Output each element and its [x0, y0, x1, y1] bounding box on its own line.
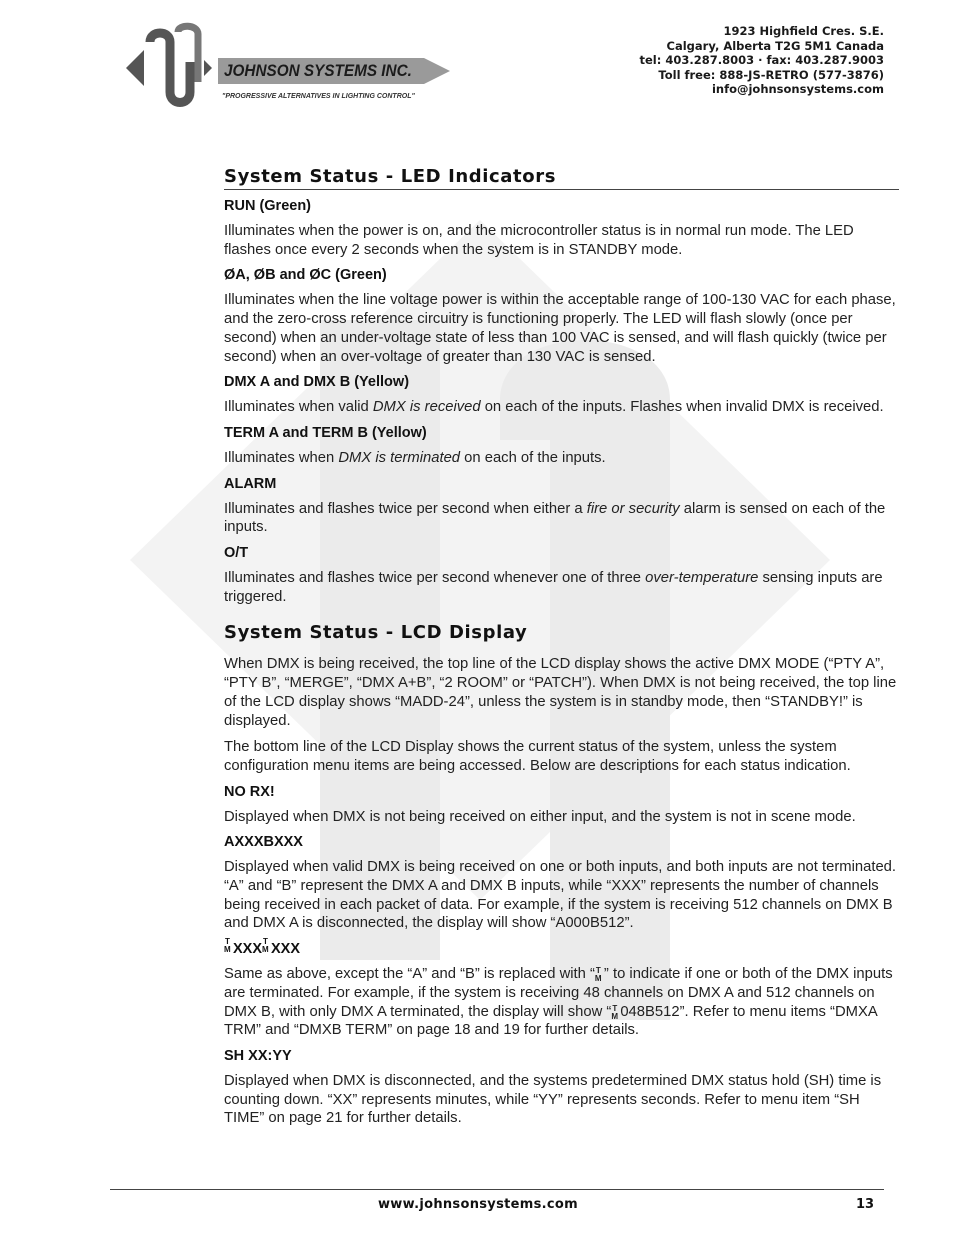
desc-alarm	[224, 500, 899, 537]
desc-ot-emphasis: over-temperature	[645, 570, 759, 587]
desc-dmx-emphasis: DMX is received	[372, 399, 481, 416]
term-alarm: ALARM	[224, 475, 277, 492]
term-sh: SH XX:YY	[224, 1047, 292, 1064]
terminated-symbol-t: T	[595, 966, 601, 976]
page-number: 13	[856, 1197, 875, 1212]
term-norx: NO RX!	[224, 783, 275, 800]
company-logo	[124, 22, 460, 114]
desc-terminated-text-2: ” to indicate if one or both of the DMX inputs are terminated. For example, if the system is receiving 48 channels on DMX A and 512 channels on DMX B, with only DMX A terminated, the display will show “	[224, 966, 893, 1020]
term-terminated-xxx: XXX	[271, 941, 301, 958]
desc-term	[224, 449, 899, 468]
section-title-led: System Status - LED Indicators	[224, 166, 899, 190]
desc-sh: Displayed when DMX is disconnected, and the systems predetermined DMX status hold (SH) time is counting down. “XX” represents minutes, while “YY” represents seconds. Refer to menu item “SH TIME” on page 21 for further details.	[224, 1072, 882, 1127]
term-phase: ØA, ØB and ØC (Green)	[224, 267, 387, 284]
desc-alarm-text-end: alarm is sensed on each of the inputs.	[224, 500, 886, 536]
desc-terminated-text-1: Same as above, except the “A” and “B” is replaced with “	[224, 966, 595, 983]
desc-term-text: Illuminates when	[224, 449, 339, 466]
terminated-symbol-m: M	[262, 945, 269, 955]
term-ot: O/T	[224, 545, 249, 562]
desc-dmx-text-end: on each of the inputs. Flashes when invalid DMX is received.	[480, 399, 884, 416]
company-tagline: "PROGRESSIVE ALTERNATIVES IN LIGHTING CONTROL"	[222, 93, 415, 100]
company-name: JOHNSON SYSTEMS INC.	[224, 61, 412, 80]
terminated-symbol-t: T	[263, 937, 268, 947]
terminated-symbol-m: M	[224, 945, 231, 955]
desc-term-text-end: on each of the inputs.	[460, 449, 606, 466]
term-dmx: DMX A and DMX B (Yellow)	[224, 374, 410, 391]
term-term: TERM A and TERM B (Yellow)	[224, 424, 427, 441]
desc-dmx	[224, 398, 899, 417]
desc-terminated-text-3: 048B512”. Refer to menu items “DMXA TRM” and “DMXB TERM” on page 18 and 19 for further details.	[224, 1003, 877, 1039]
address-email: info@johnsonsystems.com	[711, 82, 884, 96]
term-terminated-xxx: XXX	[233, 941, 263, 958]
logo-banner-arrow	[424, 58, 450, 84]
term-axxx: AXXXBXXX	[224, 834, 303, 851]
desc-phase: Illuminates when the line voltage power is within the acceptable range of 100-130 VAC for each phase, and the zero-cross reference circuitry is functioning properly. The LED will flash slowly (once per second) when an under-voltage state of less than 100 VAC is sensed, and will flash quickly (twice per second) when an over-voltage of greater than 130 VAC is sensed.	[224, 292, 896, 365]
terminated-symbol-m: M	[611, 1011, 618, 1021]
desc-alarm-text: Illuminates and flashes twice per second when either a	[224, 500, 587, 517]
terminated-symbol	[594, 966, 604, 984]
desc-term-emphasis: DMX is terminated	[338, 449, 461, 466]
desc-norx: Displayed when DMX is not being received on either input, and the system is not in scene mode.	[224, 808, 856, 825]
terminated-symbol-t: T	[612, 1003, 618, 1013]
terminated-symbol-m: M	[594, 974, 602, 984]
desc-terminated	[224, 965, 899, 1040]
section-title-lcd: System Status - LCD Display	[224, 622, 528, 644]
lcd-intro-1: When DMX is being received, the top line of the LCD display shows the active DMX MODE (“PTY A”, “PTY B”, “MERGE”, “DMX A+B”, “2 ROOM” or “PATCH”). When DMX is not being received, the top line of the LCD display shows “MADD-24”, unless the system is in standby mode, then “STANDBY!” is displayed.	[224, 656, 897, 729]
footer-divider	[110, 1189, 884, 1190]
address-city: Calgary, Alberta T2G 5M1 Canada	[666, 38, 884, 53]
desc-ot-text: Illuminates and flashes twice per second whenever one of three	[224, 570, 646, 587]
terminated-symbol	[262, 937, 271, 955]
desc-alarm-emphasis: fire or security	[586, 500, 680, 517]
address-tollfree: Toll free: 888-JS-RETRO (577-3876)	[658, 67, 884, 82]
address-street: 1923 Highfield Cres. S.E.	[723, 24, 884, 38]
main-content	[224, 166, 899, 1136]
lcd-intro-2: The bottom line of the LCD Display shows the current status of the system, unless the system configuration menu items are being accessed. Below are descriptions for each status indication.	[224, 739, 851, 774]
terminated-symbol	[224, 937, 233, 955]
terminated-symbol	[611, 1003, 620, 1021]
desc-ot-text-end: sensing inputs are triggered.	[224, 570, 883, 605]
terminated-symbol-t: T	[225, 937, 230, 947]
desc-dmx-text: Illuminates when valid	[224, 399, 373, 416]
company-address	[639, 24, 884, 97]
address-phone: tel: 403.287.8003 · fax: 403.287.9003	[639, 53, 884, 67]
desc-ot	[224, 569, 899, 606]
footer-url[interactable]: www.johnsonsystems.com	[378, 1197, 578, 1212]
desc-run: Illuminates when the power is on, and the microcontroller status is in normal run mode. The LED flashes once every 2 seconds when the system is in STANDBY mode.	[224, 223, 854, 258]
js-logo-icon	[124, 22, 219, 114]
term-terminated	[224, 937, 899, 958]
term-run: RUN (Green)	[224, 198, 312, 214]
desc-axxx: Displayed when valid DMX is being received on one or both inputs, and both inputs are not terminated. “A” and “B” represent the DMX A and DMX B inputs, while “XXX” represents the number of channels being received in each packet of data. For example, if the system is receiving 512 channels on DMX B and DMX A is disconnected, the display will show “A000B512”.	[224, 859, 897, 932]
